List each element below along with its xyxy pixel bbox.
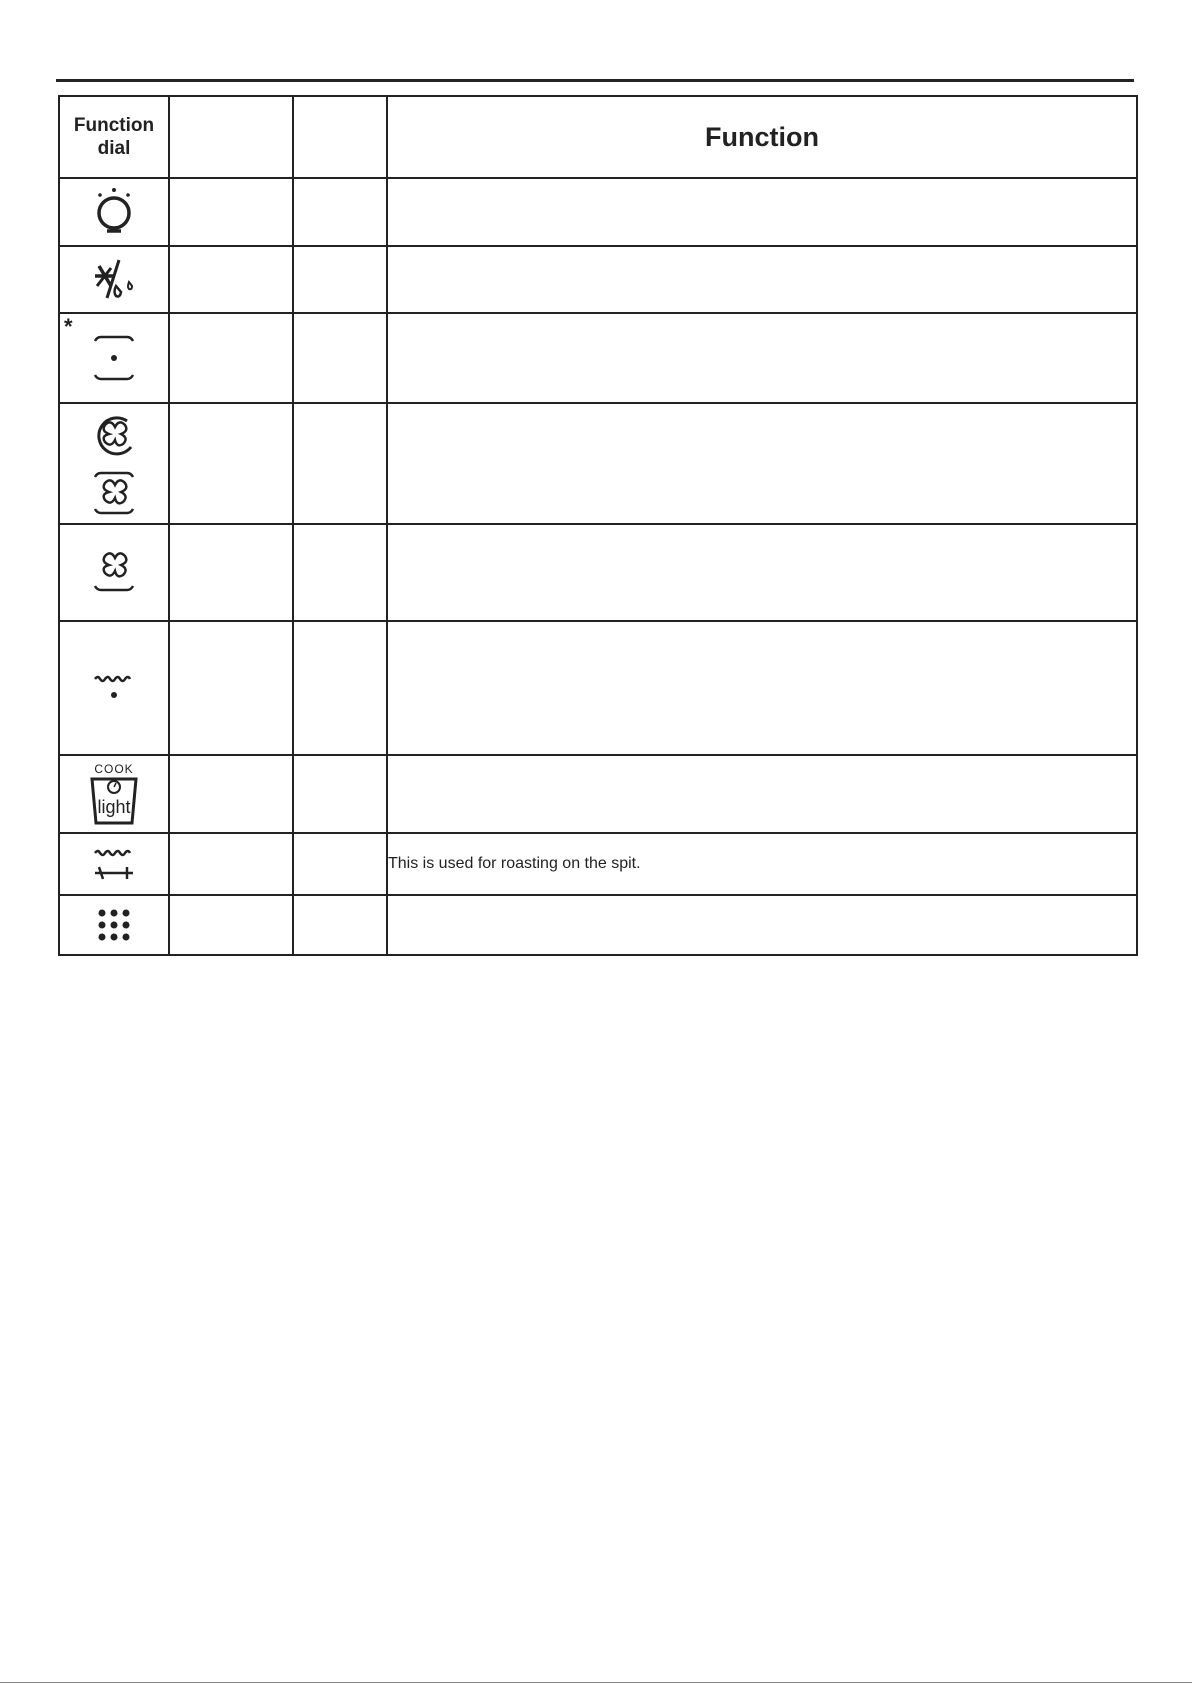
blank-cell <box>169 621 293 755</box>
function-table <box>58 95 1138 956</box>
table-row <box>59 755 1137 833</box>
function-description <box>387 621 1137 755</box>
header-blank-2 <box>293 96 387 178</box>
dial-cell <box>59 833 169 895</box>
table-header-row <box>59 96 1137 178</box>
blank-cell <box>293 524 387 621</box>
blank-cell <box>293 403 387 524</box>
blank-cell <box>169 313 293 403</box>
function-description <box>387 755 1137 833</box>
blank-cell <box>169 755 293 833</box>
dots-grid-icon <box>94 905 134 945</box>
top-rule <box>56 79 1134 82</box>
function-description <box>387 403 1137 524</box>
table-row <box>59 403 1137 524</box>
header-function: Function <box>387 96 1137 178</box>
blank-cell <box>293 246 387 313</box>
cook-light-icon-main-text: light <box>97 797 131 817</box>
function-description <box>387 524 1137 621</box>
table-row <box>59 621 1137 755</box>
table-row <box>59 833 1137 895</box>
blank-cell <box>293 895 387 955</box>
function-description <box>387 895 1137 955</box>
dial-cell <box>59 313 169 403</box>
oven-lamp-icon <box>89 185 139 239</box>
bottom-rule <box>0 1682 1192 1683</box>
grill-icon <box>89 671 139 705</box>
function-description <box>387 313 1137 403</box>
table-row <box>59 246 1137 313</box>
dial-cell <box>59 621 169 755</box>
footnote-marker: * <box>64 314 73 339</box>
function-description <box>387 246 1137 313</box>
blank-cell <box>293 833 387 895</box>
table-row <box>59 895 1137 955</box>
dial-cell <box>59 403 169 524</box>
dial-cell <box>59 895 169 955</box>
blank-cell <box>169 246 293 313</box>
cook-light-icon <box>86 761 142 827</box>
header-function-dial: Function dial <box>59 96 169 178</box>
blank-cell <box>293 178 387 246</box>
blank-cell <box>169 895 293 955</box>
fan-bottom-heat-icon <box>89 550 139 596</box>
function-description: This is used for roasting on the spit. <box>387 833 1137 895</box>
dial-cell <box>59 178 169 246</box>
blank-cell <box>169 524 293 621</box>
blank-cell <box>293 755 387 833</box>
blank-cell <box>293 313 387 403</box>
function-description <box>387 178 1137 246</box>
dial-cell <box>59 524 169 621</box>
blank-cell <box>293 621 387 755</box>
fan-heat-icons <box>89 411 139 517</box>
table-row <box>59 524 1137 621</box>
blank-cell <box>169 403 293 524</box>
dial-cell <box>59 755 169 833</box>
dial-cell <box>59 246 169 313</box>
rotisserie-icon <box>89 847 139 881</box>
blank-cell <box>169 178 293 246</box>
table-row <box>59 178 1137 246</box>
defrost-icon <box>89 258 139 302</box>
cook-light-icon-top-text: COOK <box>94 762 134 776</box>
table-row <box>59 313 1137 403</box>
blank-cell <box>169 833 293 895</box>
top-bottom-heat-icon <box>89 333 139 383</box>
header-blank-1 <box>169 96 293 178</box>
